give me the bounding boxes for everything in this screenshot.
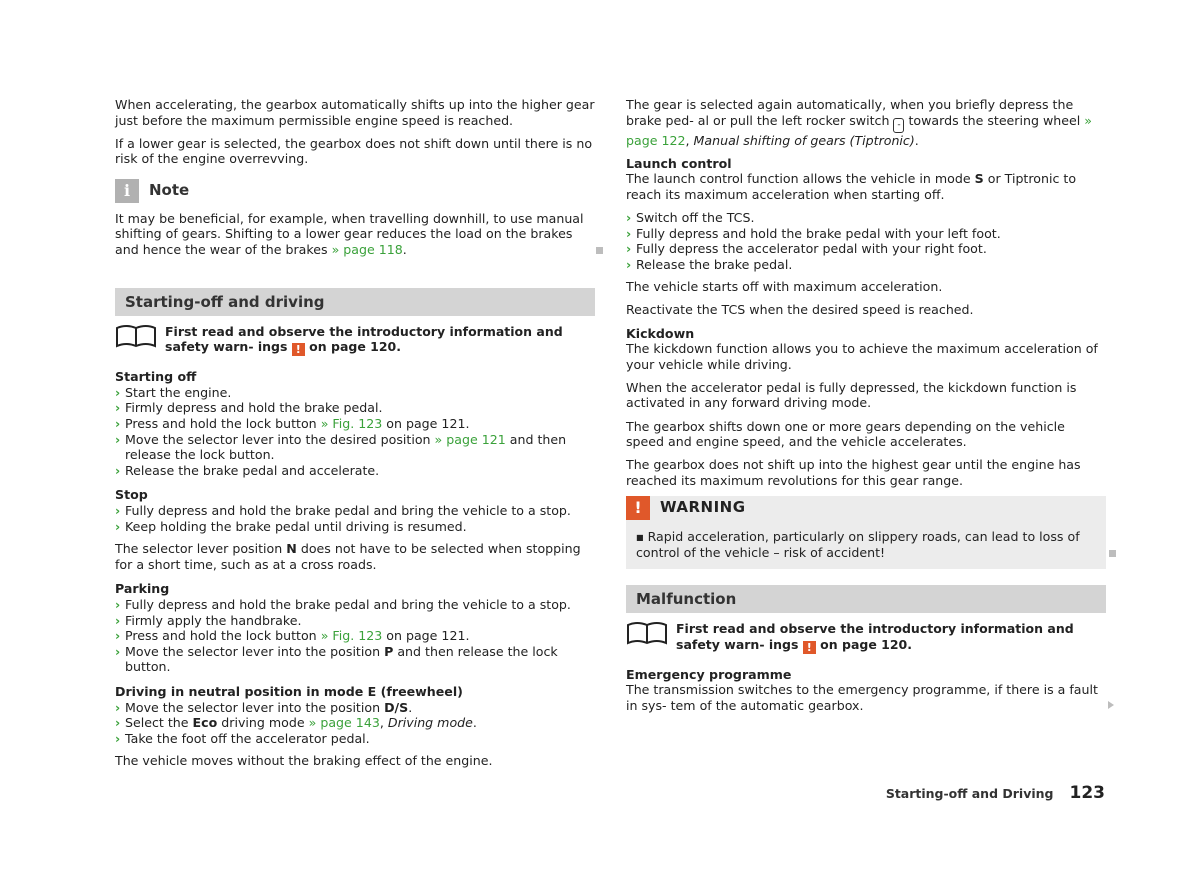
read-first-label: First read and observe the introductory information and safety warn- ings	[676, 621, 1074, 652]
page-link[interactable]: » page 122	[626, 112, 1092, 148]
read-first-label: First read and observe the introductory information and safety warn- ings	[165, 323, 563, 355]
text: towards the steering wheel	[908, 112, 1081, 128]
text: or Tiptronic to reach its maximum acceleration when starting off.	[626, 171, 1077, 202]
punctuation: .	[914, 132, 919, 148]
section-header-malfunction: Malfunction	[626, 585, 1106, 613]
exclamation-icon: !	[626, 496, 650, 520]
step-item	[115, 731, 595, 747]
chevron-right-icon: ›	[115, 730, 121, 746]
step-item	[115, 432, 595, 463]
chevron-right-icon: ›	[115, 503, 121, 518]
read-first-page: on page 120.	[820, 636, 912, 652]
read-first-text	[165, 324, 595, 357]
end-marker	[596, 247, 603, 254]
read-first-notice	[626, 621, 1106, 654]
mode-name: Eco	[192, 715, 218, 731]
section-header-starting-off: Starting-off and driving	[115, 288, 595, 316]
left-column	[115, 97, 595, 776]
warning-title: WARNING	[660, 498, 746, 517]
paragraph: If a lower gear is selected, the gearbox does not shift down until there is no risk of the engine overrevving.	[115, 135, 593, 167]
text: The transmission switches to the emergency programme, if there is a fault in sys- tem of the automatic gearbox.	[626, 682, 1098, 713]
warning-icon: !	[292, 343, 305, 356]
paragraph: The gearbox does not shift up into the highest gear until the engine has reached its maximum revolutions for this gear range.	[626, 457, 1081, 488]
step-item	[115, 385, 595, 401]
punctuation: .	[402, 242, 407, 258]
step-text: Firmly apply the handbrake.	[125, 612, 302, 628]
page-footer	[885, 783, 1105, 803]
warning-box	[626, 496, 1106, 569]
chevron-right-icon: ›	[115, 628, 121, 644]
chevron-right-icon: ›	[115, 416, 121, 432]
step-item	[626, 241, 1106, 257]
step-item	[115, 416, 595, 432]
step-text: Switch off the TCS.	[636, 209, 755, 225]
subheading-launch-control: Launch control	[626, 155, 732, 171]
step-text: Release the brake pedal.	[636, 256, 793, 272]
step-item	[115, 400, 595, 416]
chevron-right-icon: ›	[115, 596, 121, 612]
text: The launch control function allows the vehicle in mode	[626, 171, 971, 187]
paragraph	[626, 682, 1106, 713]
step-text: Release the brake pedal and accelerate.	[125, 462, 380, 478]
book-icon	[115, 324, 157, 348]
punctuation: .	[408, 699, 413, 715]
step-text: Keep holding the brake pedal until driving is resumed.	[125, 518, 467, 534]
step-item	[115, 613, 595, 629]
chevron-right-icon: ›	[115, 643, 121, 659]
step-text: and then release the lock button.	[125, 643, 558, 675]
figure-link[interactable]: » Fig. 123	[320, 628, 383, 644]
step-text: Start the engine.	[125, 384, 232, 400]
text: The selector lever position	[115, 541, 283, 557]
page-link[interactable]: » page 121	[434, 431, 506, 447]
bullet-icon: ■	[636, 532, 644, 542]
note-text	[115, 211, 595, 258]
chevron-right-icon: ›	[626, 241, 632, 257]
gear-position: P	[384, 643, 394, 659]
step-text: Fully depress and hold the brake pedal and bring the vehicle to a stop.	[125, 503, 571, 518]
paragraph	[115, 541, 595, 572]
step-text: Press and hold the lock button	[125, 416, 317, 432]
step-item	[115, 715, 595, 731]
cross-reference: Manual shifting of gears (Tiptronic)	[693, 132, 915, 148]
chevron-right-icon: ›	[115, 462, 121, 478]
mode-name: S	[974, 171, 984, 187]
step-item	[626, 210, 1106, 226]
warning-text: Rapid acceleration, particularly on slippery roads, can lead to loss of control of the vehicle – risk of accident!	[636, 528, 1080, 561]
page-link[interactable]: » page 143	[308, 715, 380, 731]
chevron-right-icon: ›	[115, 612, 121, 628]
chevron-right-icon: ›	[115, 384, 121, 400]
subheading-starting-off: Starting off	[115, 369, 197, 385]
gear-position: D/S	[384, 699, 409, 715]
note-body: It may be beneficial, for example, when travelling downhill, to use manual shifting of gears. Shifting to a lower gear reduces the load on the brakes and hence the wear of the brakes	[115, 210, 584, 258]
chevron-right-icon: ›	[626, 209, 632, 225]
chevron-right-icon: ›	[626, 225, 632, 241]
paragraph: When accelerating, the gearbox automatically shifts up into the higher gear just before the maximum permissible engine speed is reached.	[115, 97, 595, 128]
paragraph	[626, 97, 1106, 148]
step-text: Move the selector lever into the desired position	[125, 431, 431, 447]
subheading-parking: Parking	[115, 581, 170, 597]
paragraph	[626, 171, 1106, 202]
step-item	[115, 700, 595, 716]
paragraph: The kickdown function allows you to achieve the maximum acceleration of your vehicle while driving.	[626, 341, 1098, 372]
step-item	[115, 597, 595, 613]
step-item	[115, 463, 595, 479]
chevron-right-icon: ›	[115, 715, 121, 731]
subheading-neutral: Driving in neutral position in mode E (freewheel)	[115, 683, 463, 699]
step-text: Fully depress the accelerator pedal with your right foot.	[636, 241, 987, 257]
note-title: Note	[149, 181, 190, 200]
paragraph: When the accelerator pedal is fully depressed, the kickdown function is activated in any forward driving mode.	[626, 379, 1077, 411]
paragraph: The vehicle moves without the braking effect of the engine.	[115, 753, 493, 769]
step-text: on page 121.	[386, 628, 470, 644]
read-first-notice	[115, 324, 595, 357]
step-text: Select the	[125, 715, 189, 731]
step-text: Firmly depress and hold the brake pedal.	[125, 400, 383, 416]
rocker-switch-icon: -	[893, 118, 904, 133]
step-text: Press and hold the lock button	[125, 628, 317, 644]
info-icon: i	[115, 179, 139, 203]
paragraph: The vehicle starts off with maximum acceleration.	[626, 279, 943, 295]
punctuation: ,	[379, 715, 384, 731]
step-text: Move the selector lever into the position	[125, 699, 381, 715]
page-number: 123	[1069, 783, 1105, 803]
paragraph: The gearbox shifts down one or more gears depending on the vehicle speed and engine speed, and the vehicle accelerates.	[626, 418, 1065, 450]
step-text: and then release the lock button.	[125, 431, 567, 463]
text: The gear is selected again automatically, when you briefly depress the brake ped- al or pull the left rocker switch	[626, 97, 1074, 128]
chevron-right-icon: ›	[115, 400, 121, 416]
subheading-stop: Stop	[115, 487, 148, 503]
punctuation: .	[472, 715, 477, 731]
warning-icon: !	[803, 641, 816, 654]
read-first-page: on page 120.	[309, 339, 401, 355]
step-item	[115, 628, 595, 644]
book-icon	[626, 621, 668, 645]
figure-link[interactable]: » Fig. 123	[320, 416, 383, 432]
text: does not have to be selected when stopping for a short time, such as at a cross roads.	[115, 541, 581, 572]
step-text: Fully depress and hold the brake pedal and bring the vehicle to a stop.	[125, 596, 571, 612]
step-text: Fully depress and hold the brake pedal with your left foot.	[636, 225, 1001, 241]
step-item	[626, 226, 1106, 242]
chevron-right-icon: ›	[115, 431, 121, 447]
step-text: Move the selector lever into the position	[125, 643, 381, 659]
step-item	[115, 503, 595, 519]
chevron-right-icon: ›	[626, 256, 632, 272]
subheading-emergency: Emergency programme	[626, 666, 792, 682]
subheading-kickdown: Kickdown	[626, 325, 695, 341]
chevron-right-icon: ›	[115, 699, 121, 715]
note-header	[115, 179, 595, 203]
step-text: Take the foot off the accelerator pedal.	[125, 730, 370, 746]
end-marker	[1109, 550, 1116, 557]
chapter-title: Starting-off and Driving	[885, 786, 1054, 801]
punctuation: ,	[685, 132, 690, 148]
continue-arrow-icon	[1108, 701, 1114, 709]
cross-reference: Driving mode	[387, 715, 473, 731]
warning-header	[626, 496, 1106, 520]
chevron-right-icon: ›	[115, 518, 121, 534]
step-item	[115, 519, 595, 535]
paragraph: Reactivate the TCS when the desired speed is reached.	[626, 302, 974, 318]
step-item	[626, 257, 1106, 273]
step-item	[115, 644, 595, 675]
warning-body	[626, 520, 1106, 561]
page-link[interactable]: » page 118	[331, 242, 403, 258]
read-first-text	[676, 621, 1106, 654]
step-text: driving mode	[221, 715, 305, 731]
step-text: on page 121.	[386, 416, 470, 432]
gear-position: N	[286, 541, 297, 557]
right-column	[626, 97, 1106, 721]
